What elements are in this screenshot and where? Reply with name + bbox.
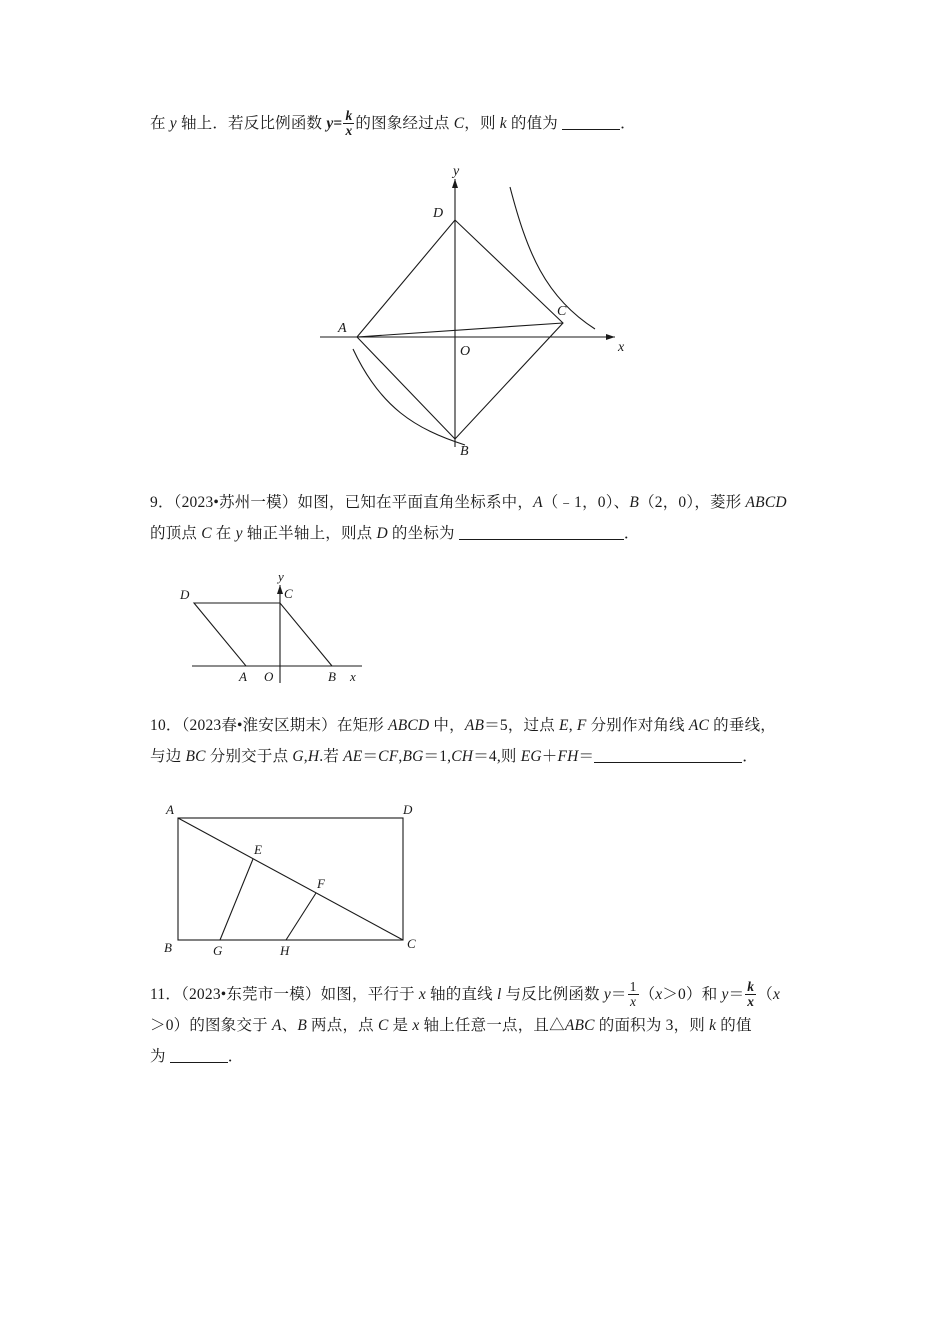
q10-label-A: A [166,802,174,817]
q11-cond2: （ [757,986,773,1003]
q11-f2-denominator: x [747,994,755,1010]
q10-comma3: , [398,748,403,765]
q11-line-l: l [496,986,502,1003]
question-9-text [150,487,800,518]
q11-x1: x [418,986,426,1003]
q9-point-c: C [201,525,212,542]
q11-y1: y [603,986,611,1003]
q10-eq4: ＝ [578,748,595,765]
q9-label-D: D [180,587,190,602]
q10-comma: , [568,717,577,734]
q8-label-B: B [460,444,469,459]
q8-text-post: 的图象经过点 [355,115,454,132]
q10-ch: CH [451,748,474,765]
q10-ab: AB [464,717,485,734]
q10-comma2: , [303,748,308,765]
q10-ae: AE [343,748,363,765]
q11-point-b: B [297,1017,307,1034]
q11-fraction-2 [745,980,756,1010]
question-11-text-line2 [150,1010,800,1041]
q10-eq1: ＝ [362,748,379,765]
q9-line2-mid: 在 [211,525,236,542]
q8-text-mid: 轴上．若反比例函数 [176,115,327,132]
q10-point-f: F [576,717,587,734]
q8-label-D: D [433,206,444,221]
q9-point-a: A [533,494,543,511]
q10-line1-pre: 在矩形 [336,717,389,734]
q11-period: ． [227,1048,244,1065]
q8-point-c: C [453,115,465,132]
q9-label-y: y [278,571,284,584]
q9-line2-post: 的坐标为 [387,525,455,542]
q8-formula-y: y [326,115,334,132]
q10-eg: EG [520,748,542,765]
q11-line3: 为 [150,1048,166,1065]
q10-figure [158,800,478,965]
q8-fraction-denominator: x [345,123,353,139]
q9-label-origin: O [264,669,274,684]
q11-eq2: ＝ [728,986,745,1003]
q11-point-a: A [271,1017,282,1034]
q9-source: （2023•苏州一模） [173,494,298,511]
q10-label-F: F [317,876,325,891]
q11-x2: x [655,986,663,1003]
q8-label-origin: O [460,344,471,359]
q8-label-C: C [557,304,567,319]
q8-text-post3: 的值为 [506,115,559,132]
q11-var-k: k [709,1017,717,1034]
q9-rhombus-shape [194,603,332,666]
q9-a-coord: （﹣1，0）、 [542,494,630,511]
q9-line2-mid2: 轴正半轴上，则点 [242,525,377,542]
q8-text-pre: 在 [150,115,170,132]
q10-eq2: ＝1, [423,748,452,765]
q8-hyperbola-branch-2 [353,349,465,445]
q9-answer-blank[interactable] [459,539,624,540]
q9-period: ． [623,525,640,542]
q11-line2-mid3: 轴上任意一点，且△ [419,1017,565,1034]
q11-line2-post: 的值 [716,1017,752,1034]
q11-f1-denominator: x [629,994,637,1010]
question-10-text [150,710,800,741]
q8-fraction [343,109,354,139]
q10-line1-mid: 中， [429,717,465,734]
q11-f1-numerator: 1 [629,978,637,994]
question-9-text-line2 [150,518,800,549]
q10-label-H: H [280,943,290,958]
q8-answer-blank[interactable] [562,129,620,130]
q10-cf: CF [378,748,399,765]
q11-y2: y [721,986,729,1003]
question-10-text-line2 [150,741,800,772]
q10-line1-mid2: 分别作对角线 [586,717,689,734]
q10-eq3: ＝4, [473,748,501,765]
q10-label-B: B [164,940,172,955]
q9-line1: 如图，已知在平面直角坐标系中， [297,494,534,511]
q10-ab-val: ＝5，过点 [484,717,560,734]
q9-number: 9． [150,494,174,511]
q11-point-c: C [377,1017,389,1034]
q9-figure [172,571,422,696]
q11-line2-mid: 两点，点 [306,1017,378,1034]
question-11-text [150,979,800,1010]
q11-line1-mid2: 与反比例函数 [501,986,604,1003]
q10-line1-post: 的垂线， [709,717,776,734]
q10-period: ． [742,748,758,765]
q10-line2-post: 则 [500,748,521,765]
q11-line2-mid2: 是 [388,1017,413,1034]
q10-segment-eg [220,859,253,940]
q10-line2-mid: 分别交于点 [205,748,293,765]
q9-line2-pre: 的顶点 [150,525,202,542]
q10-label-E: E [254,842,262,857]
q10-bg: BG [402,748,424,765]
q8-label-A: A [338,321,347,336]
q9-rhombus-name: ABCD [745,494,787,511]
q8-paragraph [150,108,800,139]
q11-x3: x [772,986,781,1003]
q11-eq: ＝ [610,986,627,1003]
q11-answer-blank[interactable] [170,1062,228,1063]
q9-point-b: B [629,494,640,511]
q11-x4: x [412,1017,420,1034]
q10-point-g: G [292,748,304,765]
q8-text-post2: ，则 [464,115,500,132]
q10-label-G: G [213,943,223,958]
q8-y-arrow [452,179,458,188]
q9-label-B: B [328,669,336,684]
q9-label-C: C [284,586,293,601]
q11-number: 11． [150,986,182,1003]
q11-line1-mid: 轴的直线 [425,986,497,1003]
q11-dun: 、 [281,1017,298,1034]
q10-bc: BC [185,748,206,765]
q10-label-D: D [403,802,413,817]
q8-figure [305,157,645,467]
q11-line2-pre: ＞0）的图象交于 [150,1017,272,1034]
q10-diagonal-ac [178,818,403,940]
q11-source: （2023•东莞市一模） [181,986,321,1003]
q8-fraction-numerator: k [345,107,353,123]
q9-var-y: y [235,525,243,542]
q8-formula-eq: = [333,115,343,132]
q11-cond1b: ＞0）和 [662,986,722,1003]
q8-period: ． [620,115,636,132]
q8-hyperbola-branch-1 [510,187,595,329]
q8-x-arrow [606,334,615,340]
q10-point-e: E [559,717,569,734]
q10-plus: ＋ [541,748,558,765]
q11-triangle-abc: ABC [564,1017,595,1034]
q10-line2-pre: 与边 [150,748,186,765]
q9-label-A: A [239,669,247,684]
q11-line1-pre: 如图，平行于 [320,986,419,1003]
q10-rect-name: ABCD [388,717,430,734]
question-8-text [150,0,800,139]
q9-y-arrow [277,585,283,594]
q11-cond1: （ [639,986,656,1003]
q9-figure-wrap [150,571,800,696]
q9-label-x: x [350,669,356,684]
q8-diagonal-ac [357,323,563,337]
q10-ac: AC [688,717,710,734]
q10-figure-wrap [150,800,800,965]
q9-b-coord: （2，0），菱形 [639,494,746,511]
question-11-text-line3 [150,1041,800,1072]
q11-f2-numerator: k [747,978,755,994]
q11-fraction-1 [628,980,639,1010]
q9-point-d: D [376,525,388,542]
q10-line2-mid2: .若 [319,748,344,765]
q8-figure-wrap [150,157,800,467]
q10-number: 10． [150,717,182,734]
q8-var-y: y [169,115,177,132]
q8-label-y: y [453,164,460,179]
q10-source: （2023春•淮安区期末） [181,717,337,734]
q10-segment-fh [286,893,316,940]
q11-line2-mid4: 的面积为 3，则 [594,1017,710,1034]
q10-label-C: C [407,936,416,951]
q8-var-k: k [499,115,507,132]
q10-point-h: H [307,748,320,765]
q8-label-x: x [618,340,625,355]
q10-fh: FH [557,748,579,765]
q10-answer-blank[interactable] [594,762,742,763]
